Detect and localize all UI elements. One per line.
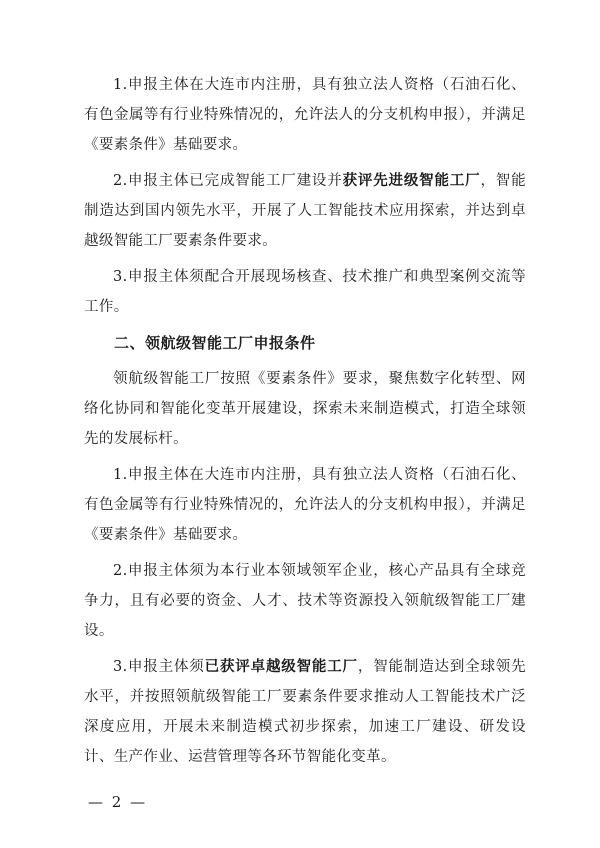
s2-item-3-bold: 已获评卓越级智能工厂 xyxy=(204,659,358,675)
s2-intro: 领航级智能工厂按照《要素条件》要求，聚焦数字化转型、网络化协同和智能化变革开展建设，探索未来制造模式，打造全球领先的发展标杆。 xyxy=(84,371,526,447)
s1-item-2-post: ，智能制造达到国内领先水平，开展了人工智能技术应用探索，并达到卓越级智能工厂要素条件要求。 xyxy=(84,173,526,249)
document-body xyxy=(84,70,526,778)
section-heading: 二、领航级智能工厂申报条件 xyxy=(114,334,316,352)
s1-item-1: 1.申报主体在大连市内注册，具有独立法人资格（石油石化、有色金属等有行业特殊情况的，允许法人的分支机构申报），并满足《要素条件》基础要求。 xyxy=(84,77,526,153)
s1-item-2 xyxy=(84,166,526,256)
s2-item-3-pre: 3.申报主体须 xyxy=(113,659,205,675)
s1-item-3: 3.申报主体须配合开展现场核查、技术推广和典型案例交流等工作。 xyxy=(84,269,526,315)
s2-item-3-post: ，智能制造达到全球领先水平，并按照领航级智能工厂要素条件要求推动人工智能技术广泛深度应用，开展未来制造模式初步探索，加速工厂建设、研发设计、生产作业、运营管理等各环节智能化变革。 xyxy=(84,659,526,765)
s2-item-1: 1.申报主体在大连市内注册，具有独立法人资格（石油石化、有色金属等有行业特殊情况的，允许法人的分支机构申报），并满足《要素条件》基础要求。 xyxy=(84,467,526,543)
page-number: — 2 — xyxy=(88,793,148,811)
s1-item-2-bold: 获评先进级智能工厂 xyxy=(342,173,481,189)
s2-item-3 xyxy=(84,652,526,772)
s1-item-2-pre: 2.申报主体已完成智能工厂建设并 xyxy=(113,173,343,189)
s2-item-2: 2.申报主体须为本行业本领域领军企业，核心产品具有全球竞争力，且有必要的资金、人才、技术等资源投入领航级智能工厂建设。 xyxy=(84,563,526,639)
